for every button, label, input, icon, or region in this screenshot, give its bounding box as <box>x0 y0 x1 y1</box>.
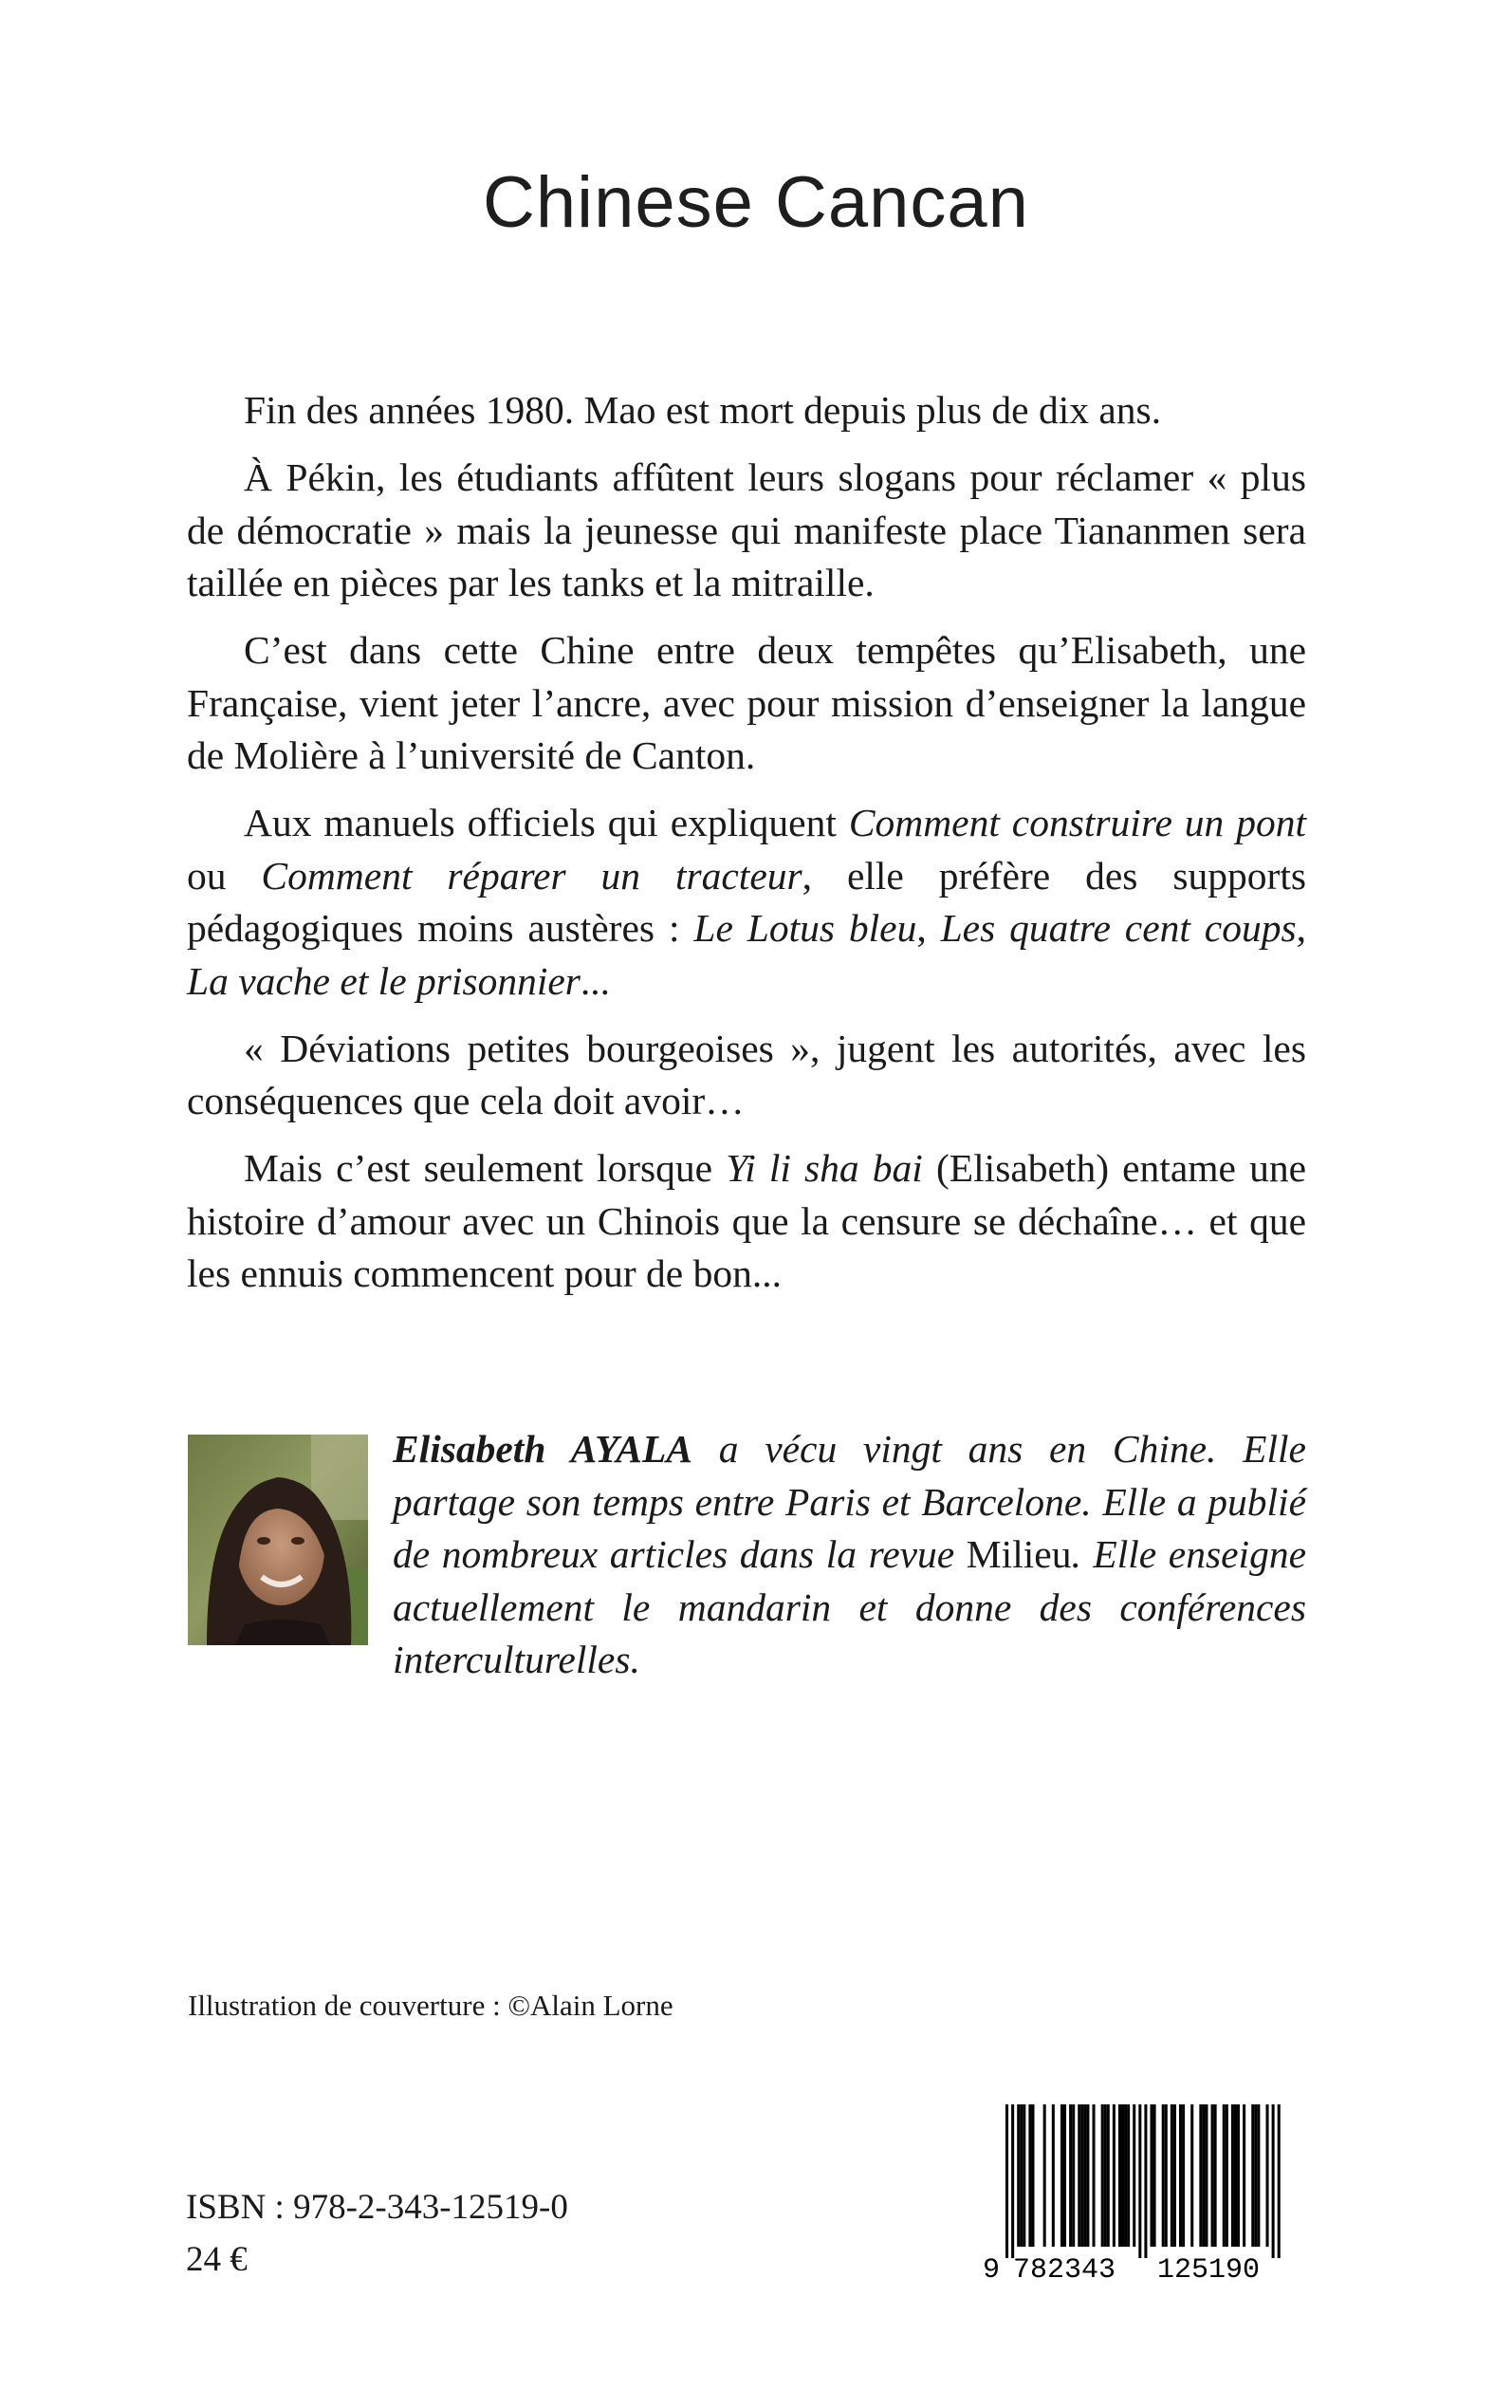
barcode-bar <box>1231 2104 1234 2247</box>
barcode-bar <box>1101 2104 1104 2247</box>
barcode-digits-first: 9 <box>983 2254 1001 2281</box>
film-title-italic: Les quatre cent coups <box>940 906 1297 950</box>
barcode-bar <box>1069 2104 1072 2247</box>
barcode-bar <box>1199 2104 1202 2247</box>
text-run: ou <box>187 853 262 898</box>
barcode-bar <box>1078 2104 1080 2247</box>
chinese-name-italic: Yi li sha bai <box>726 1146 923 1190</box>
barcode-bar <box>1257 2104 1260 2247</box>
author-bio-text: . Elle enseigne actuellement le mandarin et donne des conférences interculturelles. <box>393 1532 1306 1681</box>
barcode-bar <box>1023 2104 1025 2247</box>
blurb-paragraph-5: « Déviations petites bourgeoises », jugent les autorités, avec les conséquences que cela doit avoir… <box>187 1026 1306 1122</box>
barcode-bar <box>1086 2104 1089 2247</box>
barcode-bar <box>1173 2104 1176 2247</box>
barcode-bar <box>1214 2104 1217 2247</box>
barcode-bar <box>1031 2104 1034 2247</box>
book-title-italic: Le Lotus bleu <box>693 906 917 950</box>
text-run: (Elisabeth) entame une histoire d’amour avec un Chinois que la censure se déchaîne… et que les ennuis commencent pour de bon... <box>187 1146 1306 1295</box>
barcode-bar <box>1124 2104 1127 2247</box>
book-title-italic: Comment construire un pont <box>848 801 1306 844</box>
barcode-bar <box>1237 2104 1240 2247</box>
text-run: Mais c’est seulement lorsque <box>244 1146 727 1190</box>
back-cover-blurb <box>187 384 1306 1315</box>
book-title: Chinese Cancan <box>483 162 1029 243</box>
barcode-bar <box>1060 2104 1063 2247</box>
barcode-bar <box>1243 2104 1245 2247</box>
barcode-digits-left: 782343 <box>1013 2254 1116 2281</box>
barcode-bar <box>1151 2104 1153 2247</box>
price: 24 € <box>186 2240 248 2279</box>
barcode-bar <box>1251 2104 1254 2247</box>
blurb-paragraph-2: À Pékin, les étudiants affûtent leurs slogans pour réclamer « plus de démocratie » mais la jeunesse qui manifeste place Tiananmen sera taillée en pièces par les tanks et la mitraille. <box>187 455 1306 604</box>
barcode-bar <box>1113 2104 1116 2247</box>
blurb-paragraph-1: Fin des années 1980. Mao est mort depuis plus de dix ans. <box>244 388 1162 432</box>
barcode-bar <box>1052 2104 1055 2247</box>
barcode-bar <box>1179 2104 1182 2247</box>
isbn: ISBN : 978-2-343-12519-0 <box>186 2188 568 2227</box>
barcode-bar <box>1017 2104 1020 2247</box>
film-title-italic: La vache et le prisonnier <box>187 958 581 1003</box>
barcode-bar <box>1223 2104 1226 2247</box>
barcode-bar <box>1093 2104 1096 2247</box>
barcode-bar <box>1226 2104 1228 2247</box>
barcode-bar <box>1011 2104 1014 2258</box>
author-portrait-image <box>188 1435 368 1645</box>
book-title-italic: Comment réparer un tracteur <box>261 853 802 898</box>
barcode-bar <box>1171 2104 1173 2247</box>
barcode-bar <box>1072 2104 1075 2247</box>
barcode-bar <box>1202 2104 1205 2247</box>
barcode-bar <box>1144 2104 1147 2258</box>
barcode-bar <box>1162 2104 1165 2247</box>
barcode-bar <box>1272 2104 1275 2258</box>
barcode-bar <box>1211 2104 1214 2247</box>
barcode-bar <box>1165 2104 1168 2247</box>
barcode-bar <box>1083 2104 1086 2247</box>
barcode-bar <box>1278 2104 1281 2258</box>
barcode-bar <box>1127 2104 1130 2247</box>
barcode-digits-right: 125190 <box>1157 2254 1261 2281</box>
barcode-bar <box>1182 2104 1185 2247</box>
barcode-bar <box>1121 2104 1124 2247</box>
blurb-paragraph-6 <box>187 1142 1306 1301</box>
ean13-barcode <box>977 2104 1309 2281</box>
barcode-bar <box>1118 2104 1121 2247</box>
barcode-bar <box>1205 2104 1208 2247</box>
barcode-bar <box>1063 2104 1066 2247</box>
blurb-paragraph-3: C’est dans cette Chine entre deux tempêtes qu’Elisabeth, une Française, vient jeter l’ancre, avec pour mission d’enseigner la langue de Molière à l’université de Canton. <box>187 628 1306 777</box>
barcode-bar <box>1153 2104 1156 2247</box>
barcode-bar <box>1104 2104 1107 2247</box>
barcode-bar <box>1190 2104 1193 2247</box>
text-run: , <box>1296 906 1307 950</box>
barcode-bar <box>1080 2104 1083 2247</box>
text-run: , elle préfère des supports pédagogiques moins austères : <box>187 853 1306 950</box>
barcode-bar <box>1107 2104 1110 2247</box>
author-photo <box>188 1435 368 1645</box>
barcode-bar <box>1254 2104 1257 2247</box>
barcode-bar <box>1234 2104 1237 2247</box>
author-name: Elisabeth AYALA <box>393 1427 692 1471</box>
barcode-bar <box>1133 2104 1135 2247</box>
barcode-bar <box>1138 2104 1141 2258</box>
blurb-paragraph-4 <box>187 797 1306 1008</box>
text-run: , <box>916 906 941 950</box>
barcode-bars <box>1005 2104 1281 2258</box>
author-bio <box>393 1423 1306 1687</box>
barcode-bar <box>1020 2104 1023 2247</box>
barcode-bar <box>1005 2104 1008 2258</box>
journal-name: Milieu <box>966 1532 1072 1576</box>
barcode-bar <box>1028 2104 1031 2247</box>
barcode-bar <box>1043 2104 1046 2247</box>
barcode <box>977 2104 1309 2281</box>
barcode-bar <box>1266 2104 1269 2247</box>
cover-illustration-credit: Illustration de couverture : ©Alain Lorne <box>188 1989 673 2022</box>
author-bio-text: a vécu vingt ans en Chine. Elle partage son temps entre Paris et Barcelone. Elle a publié de nombreux articles dans la revue <box>393 1427 1306 1576</box>
text-run: ... <box>580 958 611 1003</box>
text-run: Aux manuels officiels qui expliquent <box>244 801 849 844</box>
